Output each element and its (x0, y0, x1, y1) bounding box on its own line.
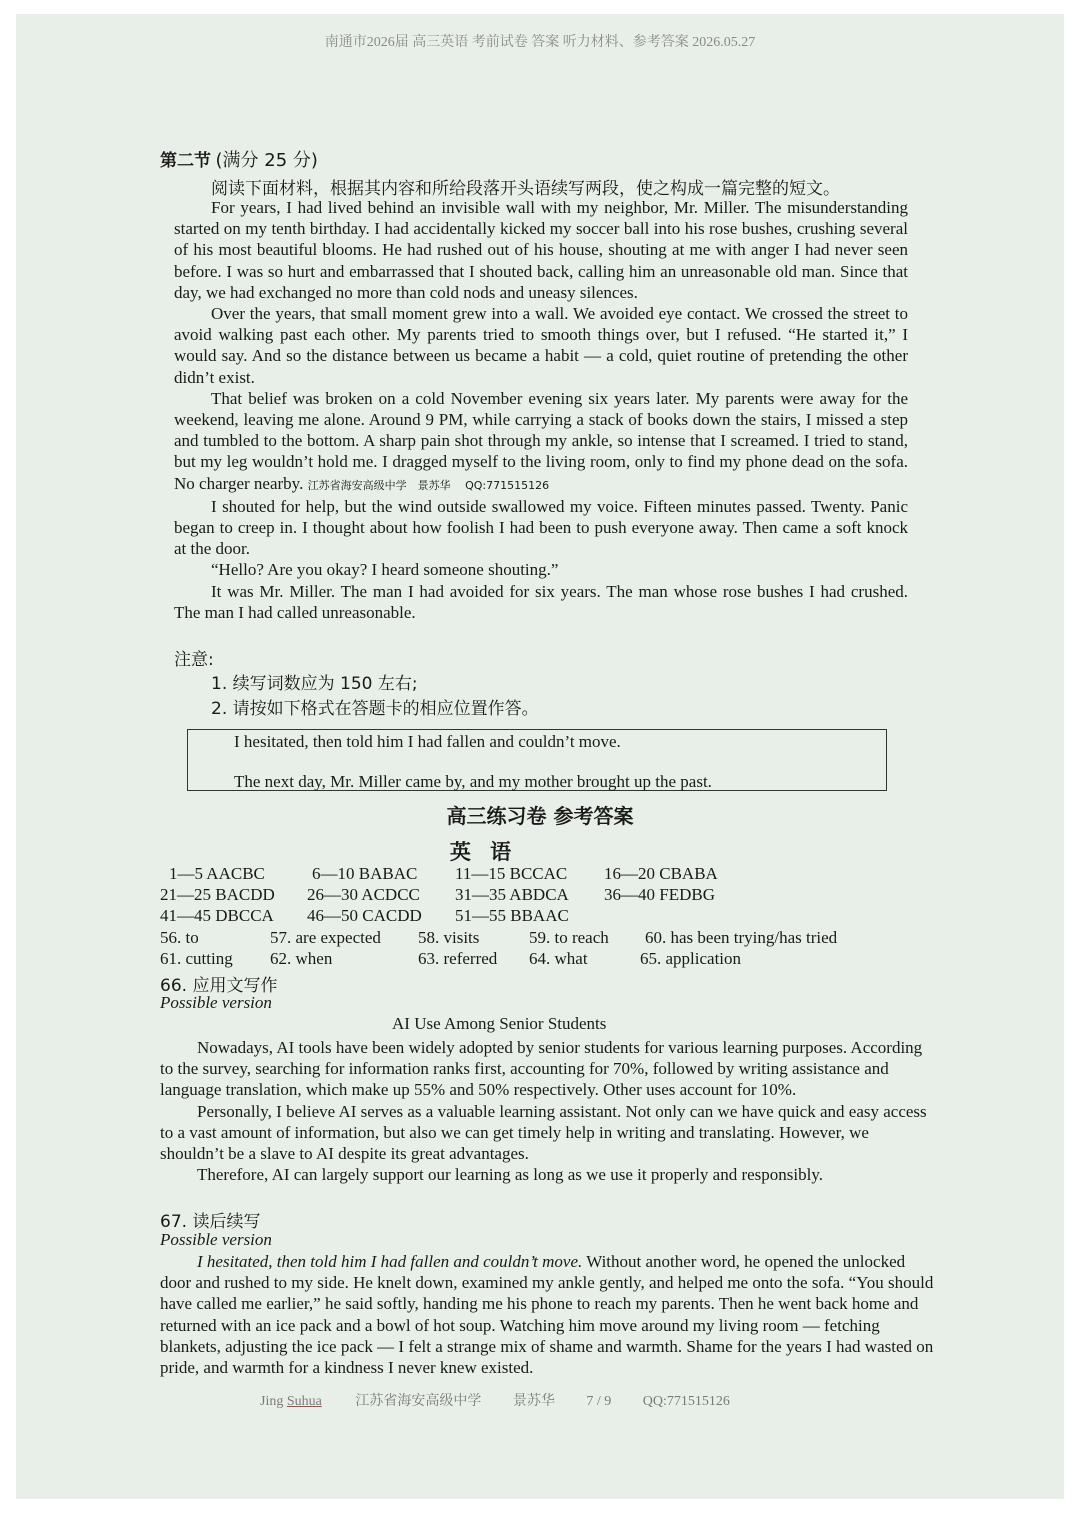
answer-key-item: 1—5 AACBC (169, 864, 265, 883)
answer-key-item: 26—30 ACDCC (307, 885, 420, 904)
answer-key-item: 61. cutting (160, 949, 233, 968)
answer-key-item: 31—35 ABDCA (455, 885, 569, 904)
section-heading (160, 146, 318, 172)
footer-school: 江苏省海安高级中学 (355, 1394, 482, 1409)
task-instruction: 阅读下面材料，根据其内容和所给段落开头语续写两段，使之构成一篇完整的短文。 (211, 179, 840, 199)
essay-paragraph: Personally, I believe AI serves as a valuable learning assistant. Not only can we have quick and easy access to a vast amount of information, but also we can get timely help in writing and translating. However, we shouldn’t be a slave to AI despite its great advantages. (160, 1101, 927, 1164)
note-item: 2. 请按如下格式在答题卡的相应位置作答。 (211, 699, 539, 719)
footer-page: 7 / 9 (586, 1394, 612, 1409)
q66-label: 66. 应用文写作 (160, 976, 278, 996)
q66-possible-version: Possible version (160, 993, 272, 1012)
q66-essay (160, 1037, 936, 1185)
answer-key-item: 62. when (270, 949, 333, 968)
section-score: (满分 25 分) (215, 150, 318, 171)
box-line-2: The next day, Mr. Miller came by, and my mother brought up the past. (234, 772, 712, 791)
passage-paragraph: “Hello? Are you okay? I heard someone shouting.” (211, 560, 559, 580)
footer-name: Jing (260, 1394, 287, 1409)
q67-lead-sentence: I hesitated, then told him I had fallen and couldn’t move. (197, 1252, 583, 1271)
essay-paragraph (160, 1251, 936, 1378)
answer-key-item: 16—20 CBABA (604, 864, 718, 883)
passage-paragraph: For years, I had lived behind an invisible wall with my neighbor, Mr. Miller. The misunderstanding started on my tenth birthday. I had accidentally kicked my soccer ball into his rose bushes, crushing several of his most beautiful blooms. He had rushed out of his house, shouting at me with anger I had never seen before. I was so hurt and embarrassed that I shouted back, calling him an unreasonable old man. Since that day, we had exchanged no more than cold nods and uneasy silences. (174, 198, 908, 302)
page-header: 南通市2026届 高三英语 考前试卷 答案 听力材料、参考答案 2026.05.27 (324, 35, 756, 50)
reading-passage (174, 197, 908, 623)
answer-format-box (187, 729, 887, 791)
answer-key-item: 59. to reach (529, 928, 609, 947)
answer-key-item: 51—55 BBAAC (455, 906, 569, 925)
answer-key-item: 6—10 BABAC (312, 864, 418, 883)
q67-essay (160, 1251, 936, 1378)
inline-watermark: 江苏省海安高级中学 景苏华 QQ:771515126 (307, 478, 550, 492)
answer-key-item: 46—50 CACDD (307, 906, 422, 925)
answer-key-item: 65. application (640, 949, 742, 968)
answers-title: 高三练习卷 参考答案 (446, 804, 634, 828)
answer-key-item: 57. are expected (270, 928, 381, 947)
essay-paragraph: Nowadays, AI tools have been widely adopted by senior students for various learning purposes. According to the survey, searching for information ranks first, accounting for 70%, followed by writing assistance and language translation, which make up 55% and 50% respectively. Other uses account for 10%. (160, 1038, 923, 1100)
passage-paragraph: It was Mr. Miller. The man I had avoided for six years. The man whose rose bushes I had crushed. The man I had called unreasonable. (174, 581, 908, 622)
answer-key-item: 56. to (160, 928, 199, 947)
answer-key-item: 11—15 BCCAC (455, 864, 568, 883)
q66-essay-title: AI Use Among Senior Students (392, 1014, 607, 1033)
q67-label: 67. 读后续写 (160, 1212, 261, 1232)
answer-key-item: 60. has been trying/has tried (645, 928, 838, 947)
subject-title: 英 语 (449, 840, 518, 864)
answer-key-item: 63. referred (418, 949, 498, 968)
answer-key-item: 64. what (529, 949, 588, 968)
passage-paragraph: That belief was broken on a cold November evening six years later. My parents were away for the weekend, leaving me alone. Around 9 PM, while carrying a stack of books down the stairs, I missed a step and tumbled to the bottom. A sharp pain shot through my ankle, so intense that I screamed. I tried to stand, but my leg wouldn’t hold me. I dragged myself to the living room, only to find my phone dead on the sofa. No charger nearby. 江苏省海安高级中学 景苏华 QQ:771515126 (174, 388, 908, 493)
passage-paragraph: Over the years, that small moment grew into a wall. We avoided eye contact. We crossed the street to avoid walking past each other. My parents tried to smooth things over, but I refused. “He started it,” I would say. And so the distance between us became a habit — a cold, quiet routine of pretending the other didn’t exist. (174, 304, 908, 387)
footer-name-underlined: Suhua (286, 1394, 322, 1409)
page-footer (260, 1390, 758, 1410)
passage-paragraph: I shouted for help, but the wind outside swallowed my voice. Fifteen minutes passed. Twenty. Panic began to creep in. I thought about how foolish I had been to push everyone away. Then came a soft knock at the door. (174, 496, 908, 559)
q67-body: Without another word, he opened the unlocked door and rushed to my side. He knelt down, examined my ankle gently, and helped me onto the sofa. “You should have called me earlier,” he said softly, handing me his phone to reach my parents. Then he went back home and returned with an ice pack and a bowl of hot soup. Watching him move around my living room — fetching blankets, adjusting the ice pack — I felt a strange mix of shame and warmth. Shame for the years I had wasted on pride, and warmth for a kindness I never knew existed. (160, 1252, 934, 1378)
q67-possible-version: Possible version (160, 1230, 272, 1249)
footer-author: 景苏华 (512, 1394, 555, 1409)
answer-key-item: 36—40 FEDBG (604, 885, 715, 904)
box-line-1: I hesitated, then told him I had fallen and couldn’t move. (234, 732, 621, 751)
answer-key-item: 21—25 BACDD (160, 885, 275, 904)
note-item: 1. 续写词数应为 150 左右; (211, 674, 418, 694)
answer-key-item: 58. visits (418, 928, 480, 947)
essay-paragraph: Therefore, AI can largely support our learning as long as we use it properly and responsibly. (197, 1165, 823, 1185)
footer-qq: QQ:771515126 (642, 1394, 730, 1409)
notes-title: 注意: (174, 650, 214, 670)
section-label: 第二节 (160, 151, 211, 171)
answer-key-item: 41—45 DBCCA (160, 906, 274, 925)
